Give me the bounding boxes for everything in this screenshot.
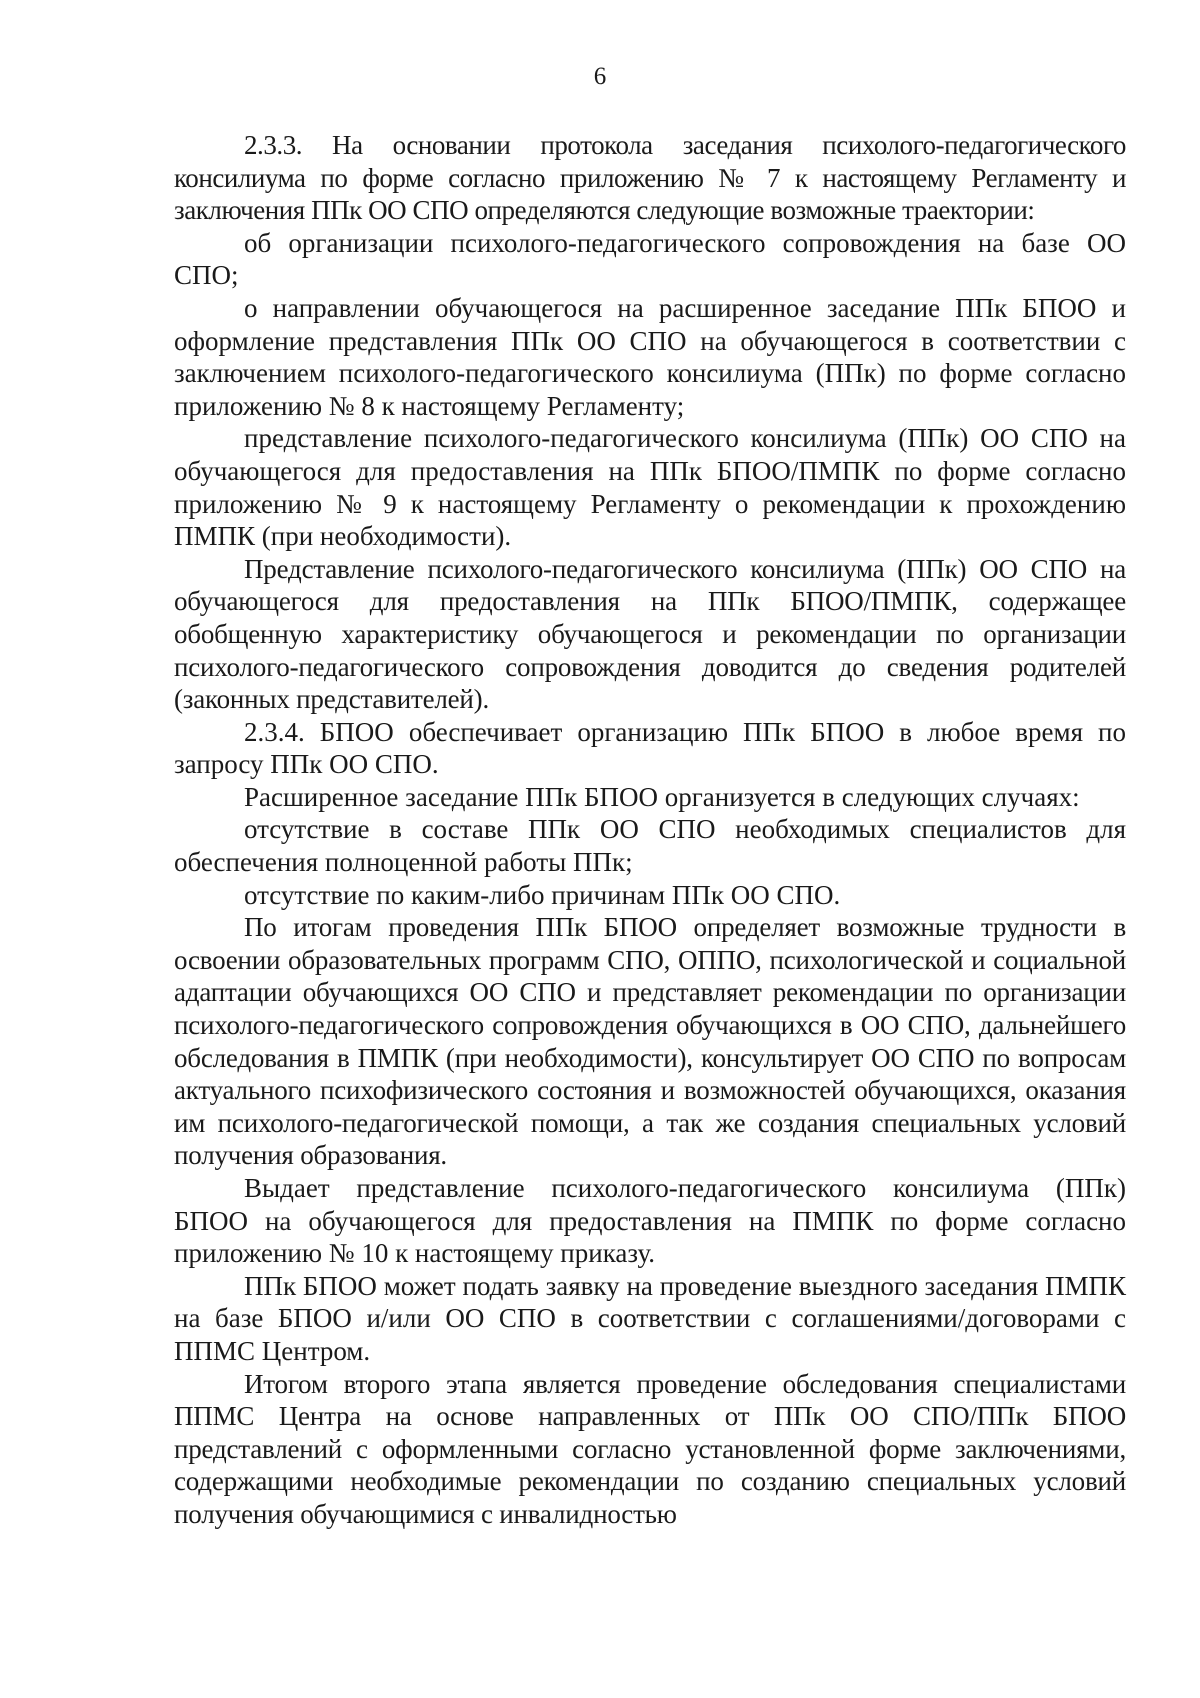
paragraph-option-organization: об организации психолого-педагогического сопровождения на базе ОО СПО; [174,227,1126,291]
document-body [174,129,1126,1531]
paragraph-option-representation: представление психолого-педагогического консилиума (ППк) ОО СПО на обучающегося для предоставления на ППк БПОО/ПМПК по форме согласно приложению № 9 к настоящему Регламенту о рекомендации к прохождению ПМПК (при необходимости). [174,423,1126,552]
paragraph-2-3-4: 2.3.4. БПОО обеспечивает организацию ППк БПОО в любое время по запросу ППк ОО СПО. [174,716,1126,780]
paragraph-case-absence: отсутствие по каким-либо причинам ППк ОО СПО. [244,879,841,910]
page-number: 6 [593,63,607,90]
paragraph-application: ППк БПОО может подать заявку на проведение выездного заседания ПМПК на базе БПОО и/или ОО СПО в соответствии с соглашениями/договорами с ППМС Центром. [174,1270,1126,1366]
paragraph-case-missing-specialists: отсутствие в составе ППк ОО СПО необходимых специалистов для обеспечения полноценной работы ППк; [174,814,1126,878]
paragraph-results: По итогам проведения ППк БПОО определяет возможные трудности в освоении образовательных программ СПО, ОППО, психологической и социальной адаптации обучающихся ОО СПО и представляет рекомендации по организации психолого-педагогического сопровождения обучающихся в ОО СПО, дальнейшего обследования в ПМПК (при необходимости), консультирует ОО СПО по вопросам актуального психофизического состояния и возможностей обучающихся, оказания им психолого-педагогической помощи, а так же создания специальных условий получения образования. [174,912,1126,1171]
paragraph-2-3-3: 2.3.3. На основании протокола заседания психолого-педагогического консилиума по форме согласно приложению № 7 к настоящему Регламенту и заключения ППк ОО СПО определяются следующие возможные траектории: [174,130,1126,226]
paragraph-extended-meeting: Расширенное заседание ППк БПОО организуется в следующих случаях: [244,781,1080,812]
paragraph-second-stage-result: Итогом второго этапа является проведение обследования специалистами ППМС Центра на основе направленных от ППк ОО СПО/ППк БПОО представлений с оформленными согласно установленной форме заключениями, содержащими необходимые рекомендации по созданию специальных условий получения обучающимися с инвалидностью [174,1368,1126,1529]
paragraph-issues-representation: Выдает представление психолого-педагогического консилиума (ППк) БПОО на обучающегося для предоставления на ПМПК по форме согласно приложению № 10 к настоящему приказу. [174,1173,1126,1269]
paragraph-representation-notice: Представление психолого-педагогического консилиума (ППк) ОО СПО на обучающегося для предоставления на ППк БПОО/ПМПК, содержащее обобщенную характеристику обучающегося и рекомендации по организации психолого-педагогического сопровождения доводится до сведения родителей (законных представителей). [174,553,1126,715]
paragraph-option-referral: о направлении обучающегося на расширенное заседание ППк БПОО и оформление представления ППк ОО СПО на обучающегося в соответствии с заключением психолого-педагогического консилиума (ППк) по форме согласно приложению № 8 к настоящему Регламенту; [174,292,1126,421]
